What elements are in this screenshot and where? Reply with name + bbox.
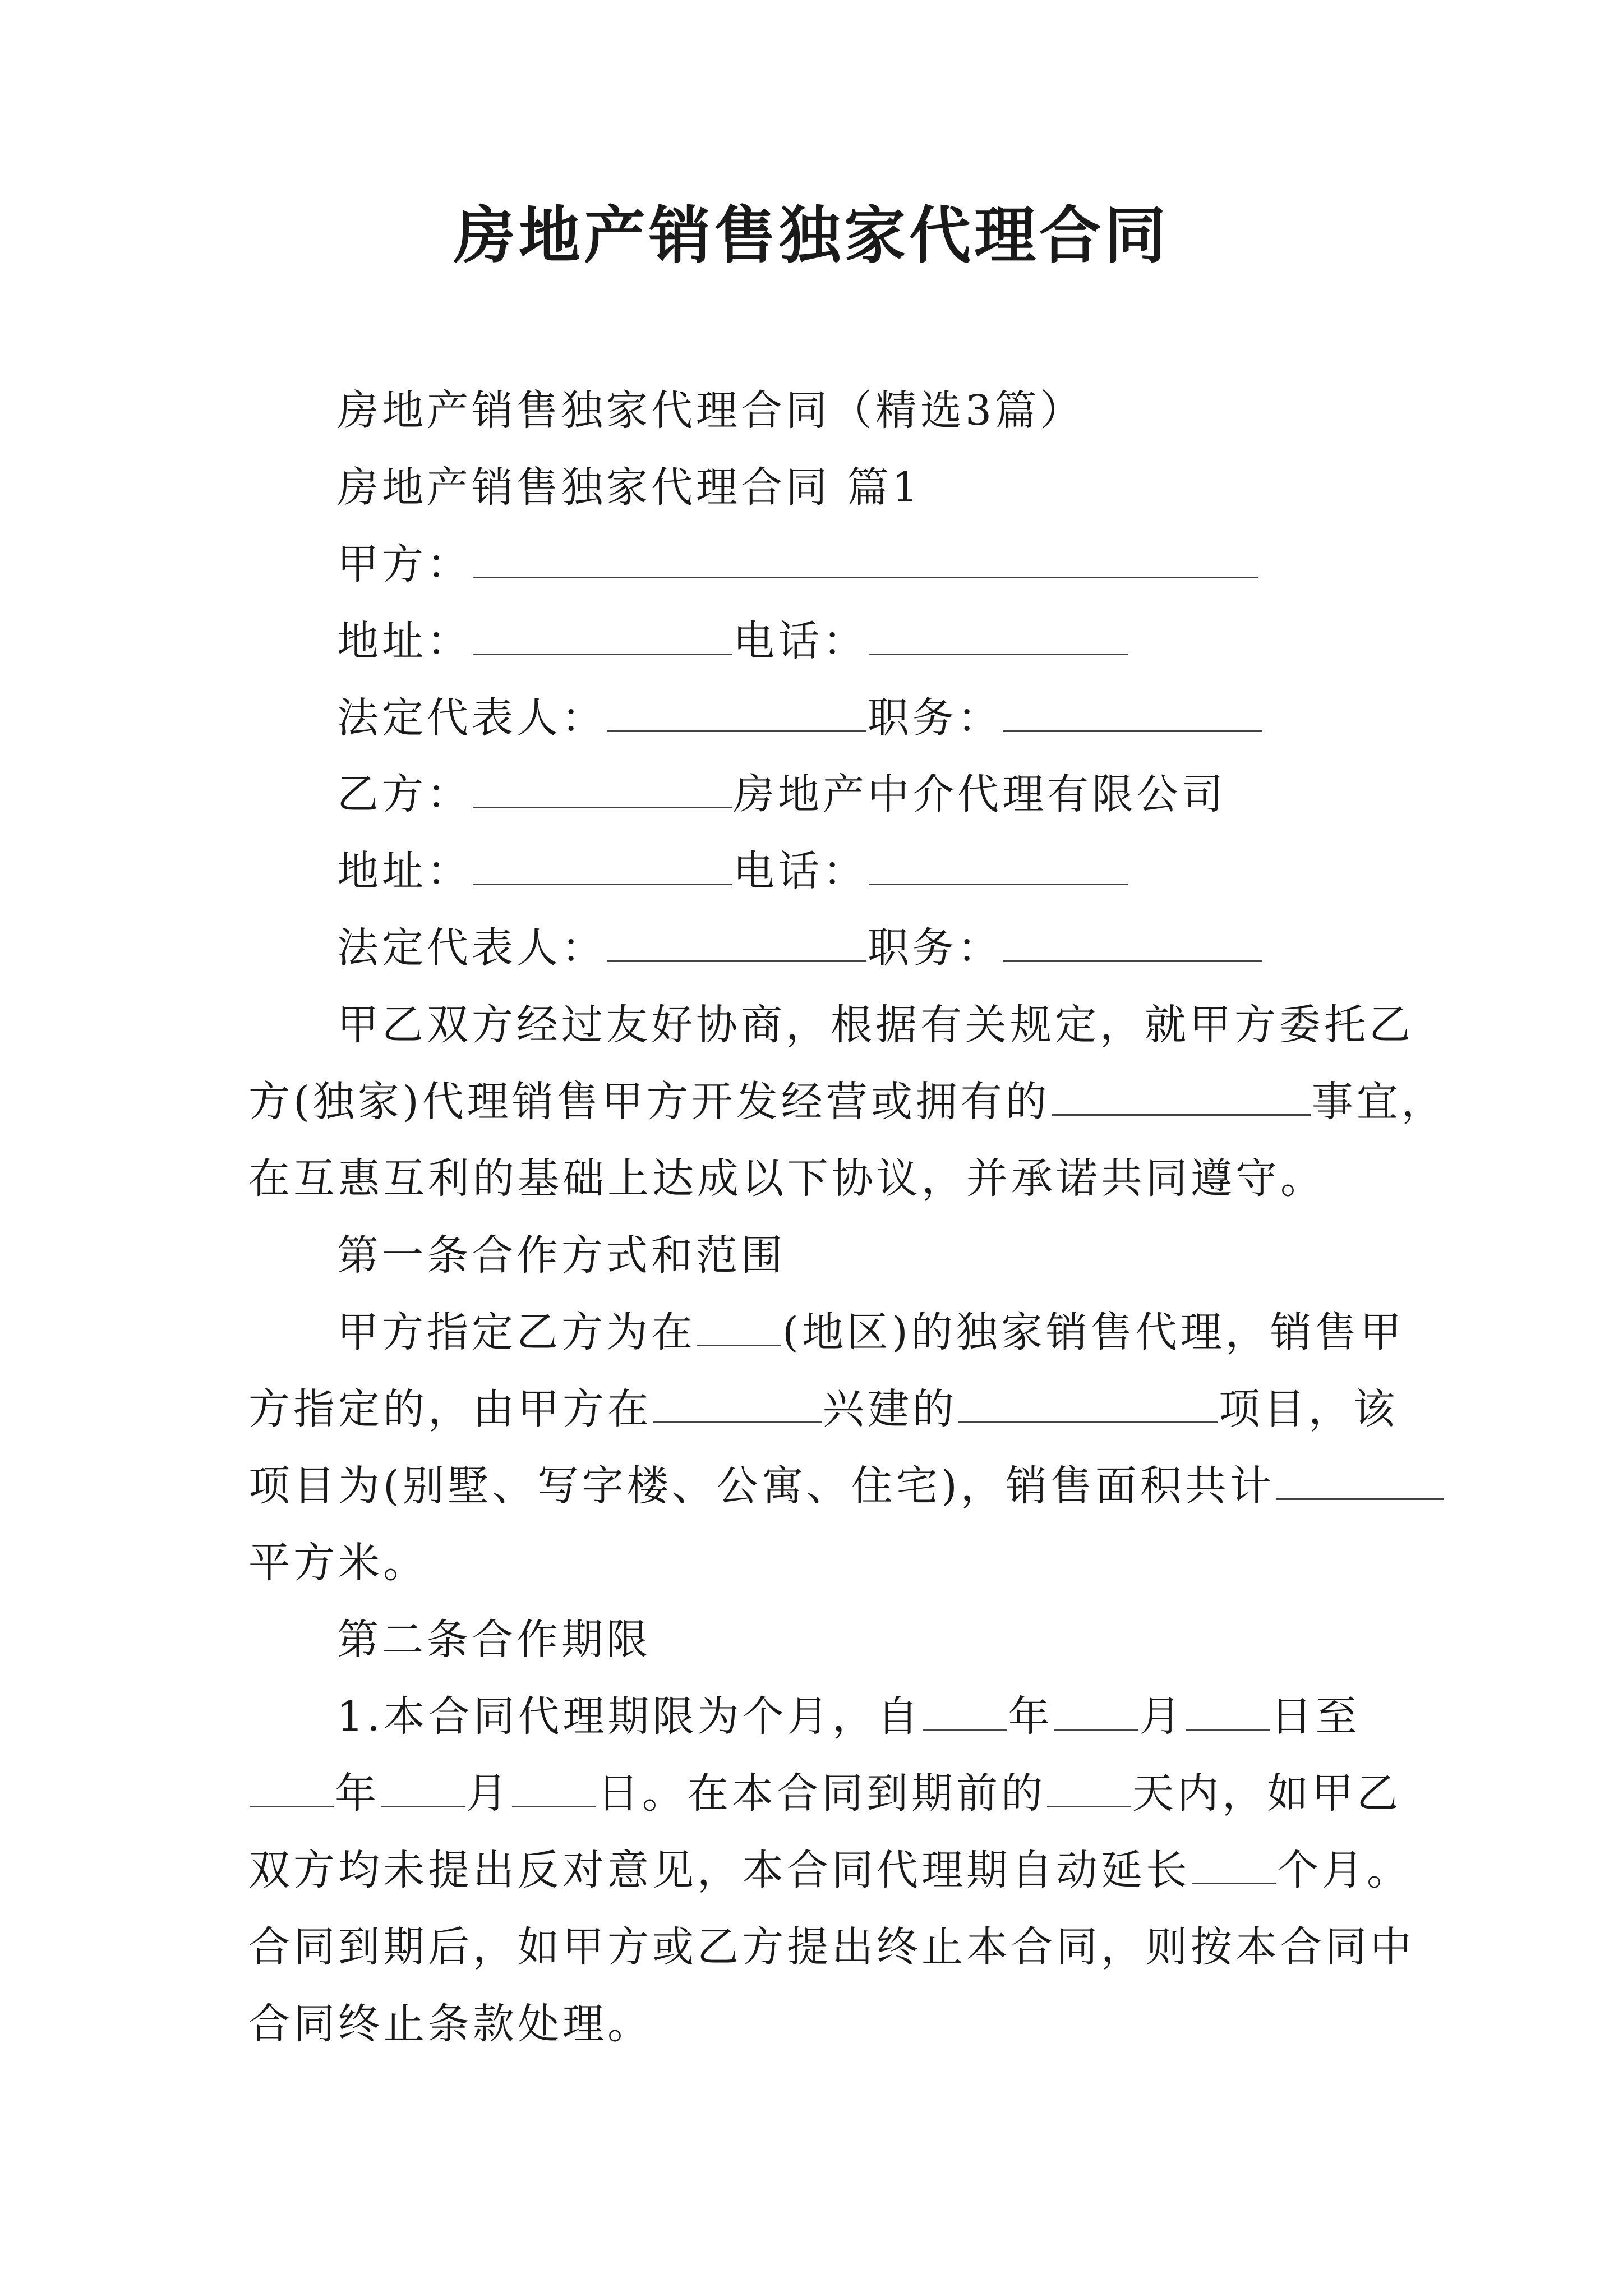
paragraph-text: 日。在本合同到期前的 (597, 1769, 1046, 1818)
paragraph-text: 方指定的，由甲方在 (248, 1385, 652, 1433)
address-blank[interactable] (473, 613, 732, 655)
party-a-address-line (248, 613, 1399, 669)
days-blank[interactable] (1047, 1765, 1131, 1807)
legal-rep-label: 法定代表人： (337, 924, 606, 972)
paragraph-line (248, 1074, 1446, 1130)
position-label: 职务： (868, 694, 1002, 742)
paragraph-text: 合同到期后，如甲方或乙方提出终止本合同，则按本合同中 (248, 1923, 1415, 1971)
paragraph-line (248, 1381, 1399, 1437)
year-blank[interactable] (923, 1688, 1007, 1731)
paragraph-line (248, 1688, 1399, 1745)
paragraph-text: 年 (335, 1769, 380, 1818)
paragraph-text: 1.本合同代理期限为个月，自 (337, 1692, 922, 1741)
paragraph-text: 个月。 (1277, 1846, 1412, 1894)
paragraph-text: 事宜， (1311, 1078, 1446, 1126)
paragraph-line (248, 1765, 1399, 1821)
article-heading-text: 第一条合作方式和范围 (337, 1231, 786, 1280)
paragraph-line (248, 1919, 1415, 1975)
party-a-blank[interactable] (473, 536, 1258, 578)
paragraph-line (248, 1535, 1399, 1591)
year-blank[interactable] (250, 1765, 334, 1807)
phone-blank[interactable] (869, 843, 1128, 885)
address-label: 地址： (337, 847, 472, 895)
months-blank[interactable] (1192, 1842, 1276, 1884)
paragraph-text: 方(独家)代理销售甲方开发经营或拥有的 (248, 1078, 1050, 1126)
item-blank[interactable] (1052, 1074, 1311, 1116)
legal-rep-blank[interactable] (607, 920, 866, 962)
phone-blank[interactable] (869, 613, 1128, 655)
paragraph-text: 双方均未提出反对意见，本合同代理期自动延长 (248, 1846, 1191, 1894)
legal-rep-blank[interactable] (607, 690, 866, 732)
party-b-company: 房地产中介代理有限公司 (733, 770, 1227, 818)
paragraph-line (248, 1151, 1399, 1207)
region-blank[interactable] (697, 1304, 781, 1346)
legal-rep-label: 法定代表人： (337, 694, 606, 742)
month-blank[interactable] (1054, 1688, 1138, 1731)
section-heading (248, 459, 1399, 516)
party-b-address-line (248, 843, 1399, 899)
subtitle-line (248, 383, 1399, 439)
day-blank[interactable] (512, 1765, 596, 1807)
area-blank[interactable] (1276, 1458, 1444, 1500)
page-title: 房地产销售独家代理合同 (454, 199, 1169, 272)
party-b-label: 乙方： (337, 770, 472, 818)
position-blank[interactable] (1003, 920, 1262, 962)
paragraph-text: 月 (1139, 1692, 1184, 1741)
party-b-line (248, 766, 1399, 822)
day-blank[interactable] (1186, 1688, 1270, 1731)
paragraph-line (248, 1458, 1399, 1514)
address-label: 地址： (337, 617, 472, 665)
position-blank[interactable] (1003, 690, 1262, 732)
paragraph-text: 平方米。 (248, 1539, 428, 1587)
paragraph-text: 合同终止条款处理。 (248, 2000, 652, 2048)
paragraph-text: 年 (1008, 1692, 1053, 1741)
paragraph-line (248, 997, 1414, 1053)
paragraph-text: 天内，如甲乙 (1132, 1769, 1401, 1818)
article-heading-text: 第二条合作期限 (337, 1616, 651, 1664)
party-b-rep-line (248, 920, 1399, 976)
paragraph-line (248, 1304, 1405, 1360)
month-blank[interactable] (381, 1765, 465, 1807)
paragraph-text: 月 (466, 1769, 511, 1818)
paragraph-text: 兴建的 (823, 1385, 957, 1433)
paragraph-text: (地区)的独家销售代理，销售甲 (782, 1308, 1405, 1356)
paragraph-text: 项目，该 (1219, 1385, 1398, 1433)
party-a-rep-line (248, 690, 1399, 746)
phone-label: 电话： (733, 617, 868, 665)
address-blank[interactable] (473, 843, 732, 885)
project-blank[interactable] (958, 1381, 1218, 1423)
article-heading (248, 1227, 1399, 1283)
phone-label: 电话： (733, 847, 868, 895)
party-a-label: 甲方： (337, 540, 472, 588)
subtitle-text: 房地产销售独家代理合同（精选3篇） (337, 386, 1085, 435)
paragraph-text: 日至 (1270, 1692, 1361, 1741)
paragraph-text: 在互惠互利的基础上达成以下协议，并承诺共同遵守。 (248, 1154, 1325, 1203)
section-heading-text: 房地产销售独家代理合同 篇1 (337, 463, 922, 512)
article-heading (248, 1612, 1399, 1668)
paragraph-text: 甲乙双方经过友好协商，根据有关规定，就甲方委托乙 (337, 1001, 1414, 1049)
paragraph-line (248, 1842, 1412, 1898)
position-label: 职务： (868, 924, 1002, 972)
party-a-line (248, 536, 1399, 592)
party-b-blank[interactable] (473, 766, 732, 808)
paragraph-line (248, 1996, 1399, 2052)
paragraph-text: 项目为(别墅、写字楼、公寓、住宅)，销售面积共计 (248, 1462, 1275, 1510)
paragraph-text: 甲方指定乙方为在 (337, 1308, 696, 1356)
location-blank[interactable] (653, 1381, 822, 1423)
